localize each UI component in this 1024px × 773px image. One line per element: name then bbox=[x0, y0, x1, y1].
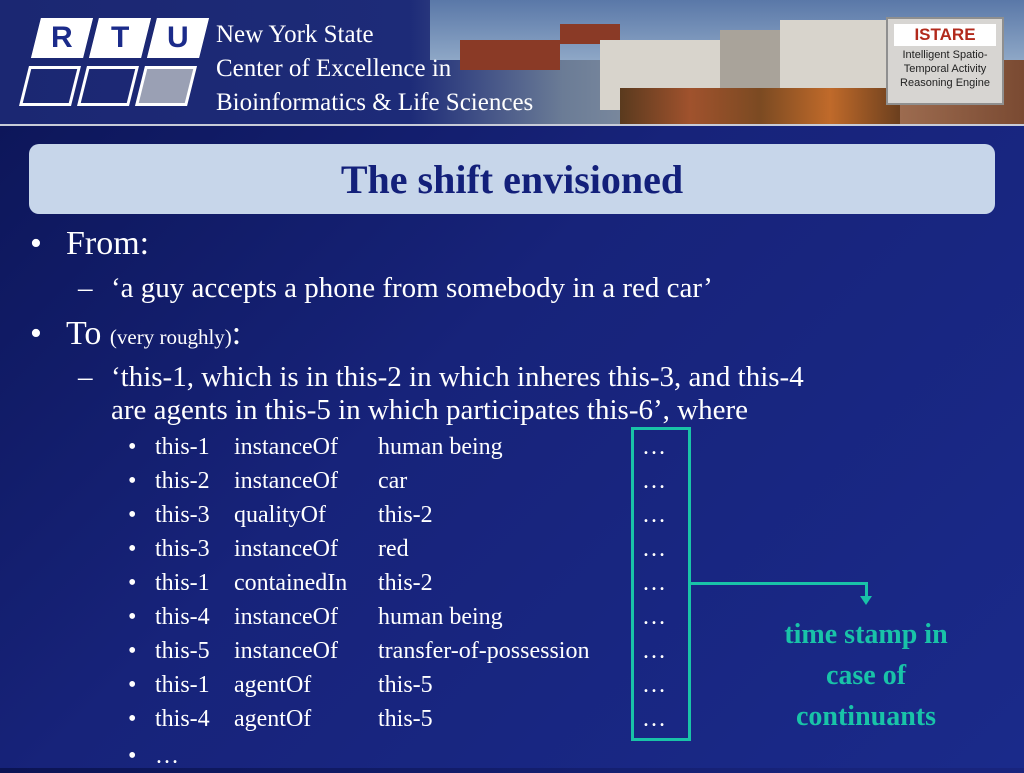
bullet-dot: • bbox=[30, 315, 42, 352]
triple-object: this-5 bbox=[378, 706, 433, 732]
center-name-line: Center of Excellence in bbox=[216, 55, 452, 82]
triple-ellipsis: … bbox=[642, 570, 666, 596]
from-example-item bbox=[78, 272, 713, 305]
triple-ellipsis: … bbox=[642, 638, 666, 664]
annotation-line: continuants bbox=[795, 701, 937, 732]
triple-ellipsis: … bbox=[642, 706, 666, 732]
logo-letter-r: R bbox=[51, 21, 73, 54]
annotation-line: time stamp in bbox=[784, 619, 948, 650]
bullet-dot: • bbox=[128, 434, 137, 460]
slide-title-box bbox=[29, 144, 995, 214]
logo-letter-t: T bbox=[110, 21, 130, 54]
triple-subject: this-2 bbox=[155, 468, 210, 494]
timestamp-annotation bbox=[756, 614, 976, 737]
triple-ellipsis: … bbox=[642, 672, 666, 698]
bullet-dot: • bbox=[30, 225, 42, 262]
triple-object: car bbox=[378, 468, 408, 494]
bullet-dot: • bbox=[128, 536, 137, 562]
triple-subject: this-1 bbox=[155, 570, 210, 596]
bullet-to bbox=[30, 314, 241, 357]
center-name-line: Bioinformatics & Life Sciences bbox=[216, 89, 534, 116]
istare-logo bbox=[886, 17, 1004, 105]
triple-object: human being bbox=[378, 604, 503, 630]
banner-divider bbox=[0, 124, 1024, 126]
triple-object: this-5 bbox=[378, 672, 433, 698]
center-name bbox=[216, 18, 636, 120]
triple-ellipsis: … bbox=[642, 502, 666, 528]
to-example-line2: are agents in this-5 in which participates this-6’, where bbox=[111, 394, 748, 426]
ellipsis-text: … bbox=[155, 743, 179, 769]
trees-image bbox=[620, 88, 900, 126]
bullet-dot: • bbox=[128, 502, 137, 528]
triple-object: transfer-of-possession bbox=[378, 638, 590, 664]
header-banner bbox=[0, 0, 1024, 126]
logo-cell-u bbox=[147, 18, 209, 58]
istare-subtitle-line: Intelligent Spatio- bbox=[902, 49, 988, 61]
triple-relation: containedIn bbox=[234, 570, 348, 596]
timestamp-column-box bbox=[631, 427, 691, 741]
from-label: From: bbox=[66, 225, 150, 262]
logo-letter-u: U bbox=[167, 21, 189, 54]
to-note: (very roughly) bbox=[109, 325, 232, 349]
triple-object: this-2 bbox=[378, 502, 433, 528]
slide-title: The shift envisioned bbox=[340, 156, 684, 202]
triple-object: red bbox=[378, 536, 409, 562]
to-example-line1: ‘this-1, which is in this-2 in which inheres this-3, and this-4 bbox=[111, 361, 804, 393]
annotation-line: case of bbox=[825, 660, 907, 691]
connector-line bbox=[691, 582, 867, 585]
triple-subject: this-1 bbox=[155, 434, 210, 460]
bullet-dot: • bbox=[128, 604, 137, 630]
to-label: To bbox=[66, 315, 102, 352]
triple-relation: qualityOf bbox=[234, 502, 326, 528]
triple-ellipsis: … bbox=[642, 468, 666, 494]
triple-relation: instanceOf bbox=[234, 468, 338, 494]
triple-relation: instanceOf bbox=[234, 536, 338, 562]
triple-relation: agentOf bbox=[234, 672, 312, 698]
bullet-dot: • bbox=[128, 743, 137, 769]
istare-title: ISTARE bbox=[894, 24, 996, 46]
logo-cell-blank bbox=[77, 66, 139, 106]
triple-object: human being bbox=[378, 434, 503, 460]
bullet-dot: • bbox=[128, 570, 137, 596]
istare-subtitle-line: Reasoning Engine bbox=[900, 77, 990, 89]
triple-subject: this-1 bbox=[155, 672, 210, 698]
triple-subject: this-5 bbox=[155, 638, 210, 664]
to-example-item bbox=[78, 361, 804, 394]
dash-marker: – bbox=[78, 361, 93, 393]
bullet-from bbox=[30, 224, 149, 264]
from-example-text: ‘a guy accepts a phone from somebody in a red car’ bbox=[111, 272, 713, 304]
triple-object: this-2 bbox=[378, 570, 433, 596]
bullet-dot: • bbox=[128, 672, 137, 698]
bullet-dot: • bbox=[128, 638, 137, 664]
triple-ellipsis: … bbox=[642, 434, 666, 460]
logo-cell-t bbox=[89, 18, 151, 58]
logo-cell-blank bbox=[19, 66, 81, 106]
istare-subtitle-line: Temporal Activity bbox=[903, 63, 987, 75]
center-name-line: New York State bbox=[216, 21, 374, 48]
triple-ellipsis: … bbox=[642, 536, 666, 562]
triple-relation: instanceOf bbox=[234, 434, 338, 460]
arrow-down-icon bbox=[860, 596, 872, 605]
triple-subject: this-4 bbox=[155, 706, 210, 732]
triple-relation: agentOf bbox=[234, 706, 312, 732]
to-colon: : bbox=[231, 315, 242, 352]
triple-subject: this-3 bbox=[155, 536, 210, 562]
triple-subject: this-3 bbox=[155, 502, 210, 528]
rtu-logo bbox=[18, 16, 208, 112]
logo-cell-filled bbox=[135, 66, 197, 106]
triple-ellipsis: … bbox=[642, 604, 666, 630]
logo-cell-r bbox=[31, 18, 93, 58]
bullet-dot: • bbox=[128, 706, 137, 732]
dash-marker: – bbox=[78, 272, 93, 304]
triple-relation: instanceOf bbox=[234, 638, 338, 664]
triple-relation: instanceOf bbox=[234, 604, 338, 630]
bullet-dot: • bbox=[128, 468, 137, 494]
triple-subject: this-4 bbox=[155, 604, 210, 630]
